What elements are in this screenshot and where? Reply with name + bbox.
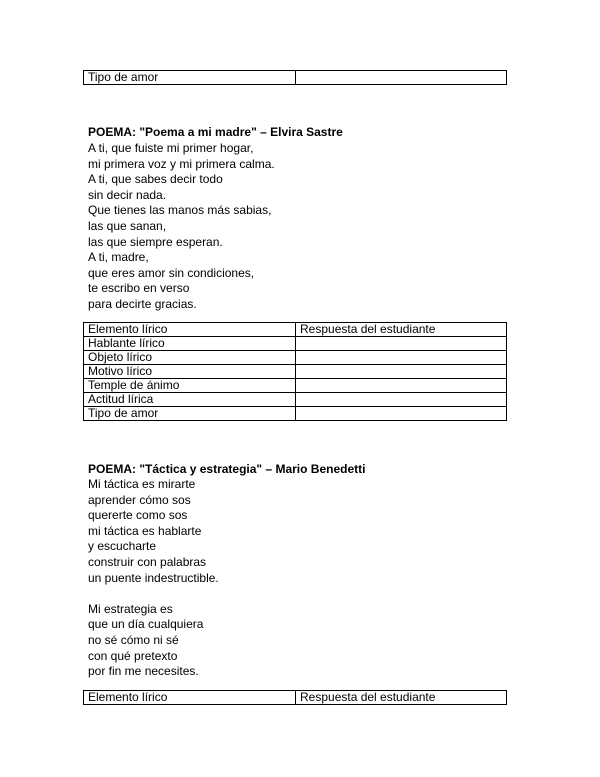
answer-cell[interactable] <box>296 393 507 407</box>
poem-line: mi táctica es hablarte <box>88 523 202 538</box>
poem-line: por fin me necesites. <box>88 664 199 679</box>
poem-line: y escucharte <box>88 539 157 554</box>
element-label: Objeto lírico <box>84 351 296 365</box>
poem-line: construir con palabras <box>88 554 207 569</box>
element-label: Tipo de amor <box>84 407 296 421</box>
answer-cell[interactable] <box>296 351 507 365</box>
table-row <box>84 393 507 407</box>
table-row <box>84 337 507 351</box>
poem-title: POEMA: "Táctica y estrategia" – Mario Benedetti <box>88 462 366 476</box>
poem-title: POEMA: "Poema a mi madre" – Elvira Sastre <box>88 125 343 139</box>
poem-line: que eres amor sin condiciones, <box>88 265 255 280</box>
poem-line: las que siempre esperan. <box>88 234 223 249</box>
table-row <box>84 351 507 365</box>
poem-line: con qué pretexto <box>88 648 178 663</box>
poem-line: quererte como sos <box>88 508 188 523</box>
table-header-row <box>84 691 507 705</box>
answer-cell[interactable] <box>296 379 507 393</box>
answer-cell[interactable] <box>296 365 507 379</box>
poem-line: A ti, que fuiste mi primer hogar, <box>88 141 254 155</box>
poem-line: mi primera voz y mi primera calma. <box>88 156 275 171</box>
poem-line: que un día cualquiera <box>88 617 204 632</box>
answer-cell[interactable] <box>296 407 507 421</box>
poem-line: A ti, madre, <box>88 250 149 265</box>
poem-body <box>88 141 275 313</box>
poem-line: aprender cómo sos <box>88 492 191 507</box>
table-row <box>84 71 507 85</box>
column-header: Respuesta del estudiante <box>296 323 507 337</box>
poem-line: no sé cómo ni sé <box>88 632 179 647</box>
poem-line: sin decir nada. <box>88 187 167 202</box>
poem-body <box>88 477 219 680</box>
element-label: Tipo de amor <box>84 71 296 85</box>
poem-line: para decirte gracias. <box>88 296 197 311</box>
column-header: Respuesta del estudiante <box>296 691 507 705</box>
element-label: Motivo lírico <box>84 365 296 379</box>
table-header-row <box>84 323 507 337</box>
element-label: Actitud lírica <box>84 393 296 407</box>
lyric-elements-table <box>83 322 507 421</box>
column-header: Elemento lírico <box>84 691 296 705</box>
table-row <box>84 407 507 421</box>
element-label: Temple de ánimo <box>84 379 296 393</box>
poem-line: Mi estrategia es <box>88 601 173 616</box>
column-header: Elemento lírico <box>84 323 296 337</box>
poem-line: las que sanan, <box>88 218 167 233</box>
top-answer-table <box>83 70 507 85</box>
element-label: Hablante lírico <box>84 337 296 351</box>
poem-line: A ti, que sabes decir todo <box>88 172 223 187</box>
poem-line: te escribo en verso <box>88 281 190 296</box>
answer-cell[interactable] <box>296 337 507 351</box>
poem-line: Que tienes las manos más sabias, <box>88 203 272 218</box>
poem-line: un puente indestructible. <box>88 570 219 585</box>
stanza-break <box>88 586 219 602</box>
table-row <box>84 365 507 379</box>
lyric-elements-table-2 <box>83 690 507 705</box>
table-row <box>84 379 507 393</box>
poem-line: Mi táctica es mirarte <box>88 477 196 491</box>
answer-cell[interactable] <box>296 71 507 85</box>
